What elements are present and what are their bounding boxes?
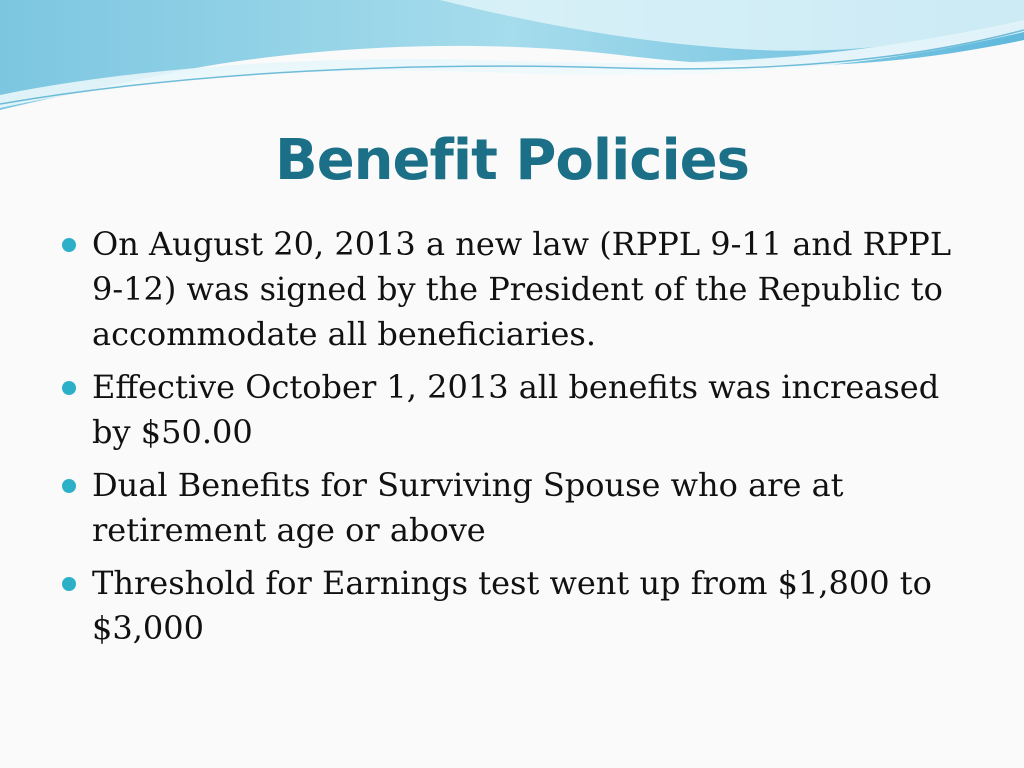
- bullet-text: Effective October 1, 2013 all benefits was increased by $50.00: [92, 368, 940, 451]
- bullet-dot-icon: [62, 479, 76, 493]
- bullet-text: On August 20, 2013 a new law (RPPL 9-11 and RPPL 9-12) was signed by the President of the Republic to accommodate all beneficiaries.: [92, 225, 952, 353]
- bullet-item: [60, 561, 960, 651]
- bullet-item: [60, 365, 960, 455]
- bullet-dot-icon: [62, 381, 76, 395]
- bullet-dot-icon: [62, 238, 76, 252]
- slide-title: Benefit Policies: [275, 128, 749, 193]
- bullet-text: Threshold for Earnings test went up from $1,800 to $3,000: [92, 564, 932, 647]
- bullet-item: [60, 463, 960, 553]
- bullet-dot-icon: [62, 577, 76, 591]
- header-wave-decoration: [0, 0, 1024, 120]
- bullet-list: [60, 222, 960, 659]
- bullet-item: [60, 222, 960, 357]
- bullet-text: Dual Benefits for Surviving Spouse who are at retirement age or above: [92, 466, 844, 549]
